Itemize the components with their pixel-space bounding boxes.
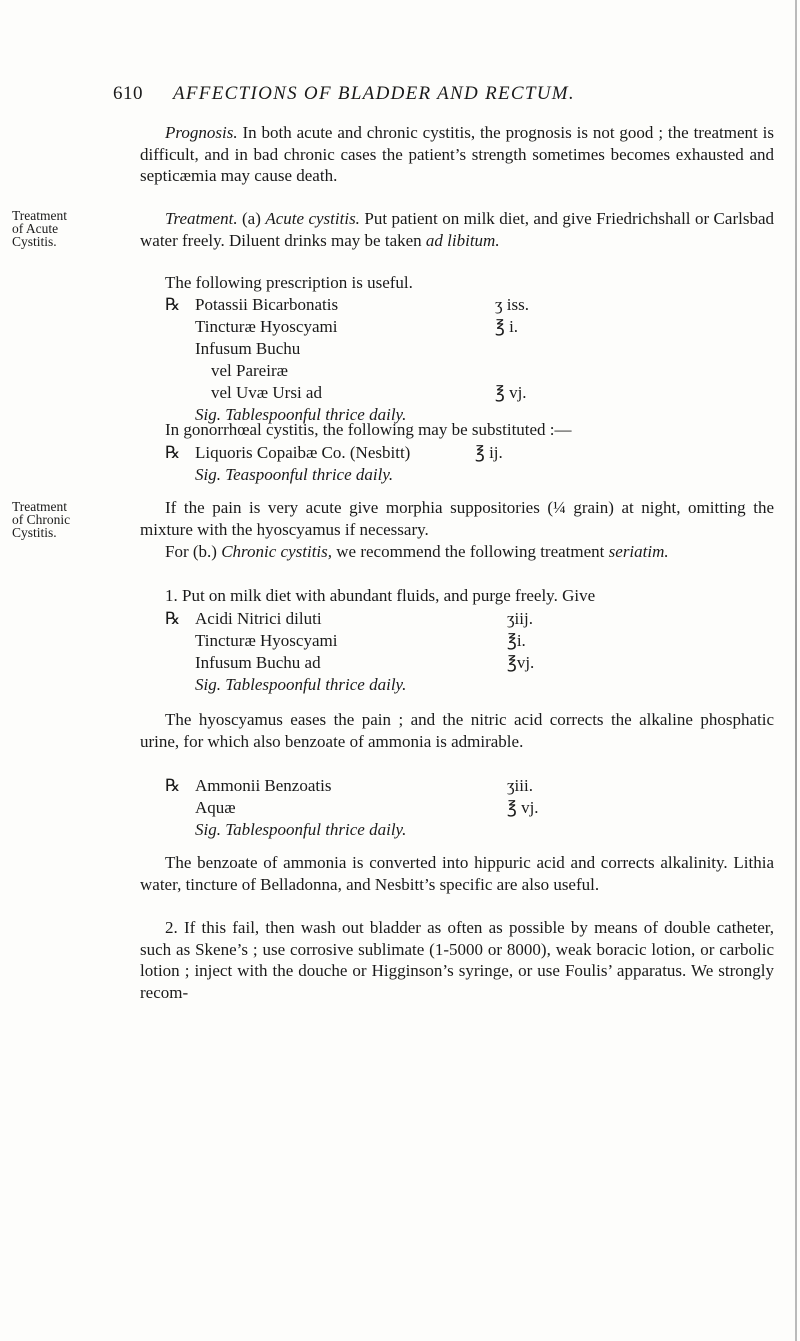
running-head	[113, 83, 713, 105]
chronic-lead: For	[165, 542, 193, 561]
treatment-subtitle: Acute cystitis.	[265, 209, 360, 228]
rx-dose: ℥i.	[507, 631, 526, 650]
following-line: The following prescription is useful.	[165, 273, 413, 292]
gonorrhoeal-line: In gonorrhœal cystitis, the following may be substituted :—	[165, 420, 572, 439]
rx-ingredient: vel Pareiræ	[211, 361, 288, 380]
page-edge	[795, 0, 797, 1341]
rx-dose: ℥vj.	[507, 653, 535, 672]
rx-sig: Sig. Tablespoonful thrice daily.	[195, 675, 407, 694]
prescription-4	[165, 775, 565, 845]
rx-sig: Sig. Teaspoonful thrice daily.	[195, 465, 394, 484]
treatment-paragraph	[140, 208, 774, 251]
treatment-text: Put patient on milk diet, and give Friedrichshall or Carlsbad water freely. Diluent drinks may be taken	[140, 209, 774, 250]
margin-note-line: Cystitis.	[12, 234, 57, 249]
rx-symbol: ℞	[165, 776, 181, 795]
margin-note-line: Treatment	[12, 208, 67, 223]
rx-sig: Sig. Tablespoonful thrice daily.	[195, 820, 407, 839]
benzoate-paragraph: The benzoate of ammonia is converted into hippuric acid and corrects alkalinity. Lithia water, tincture of Belladonna, and Nesbitt’s specific are also useful.	[140, 853, 774, 894]
rx-ingredient: Aquæ	[195, 798, 236, 817]
rx-dose: ʒiii.	[507, 776, 533, 795]
step-2: 2. If this fail, then wash out bladder as often as possible by means of double catheter, such as Skene’s ; use corrosive sublimate (1-5000 or 8000), weak boracic lotion, or carbolic lotion ; inject with the douche or Higginson’s syringe, or use Foulis’ apparatus. We strongly recom-	[140, 918, 774, 1002]
prescription-3	[165, 608, 565, 708]
rx-symbol: ℞	[165, 443, 181, 462]
chronic-sub: (b.)	[192, 542, 217, 561]
treatment-sub: (a)	[242, 209, 261, 228]
rx-symbol: ℞	[165, 295, 181, 314]
rx-ingredient: vel Uvæ Ursi ad	[211, 383, 322, 402]
hyoscyamus-paragraph: The hyoscyamus eases the pain ; and the nitric acid corrects the alkaline phosphatic urine, for which also benzoate of ammonia is admirable.	[140, 710, 774, 751]
prognosis-paragraph	[140, 122, 774, 187]
rx-dose: ℥ i.	[495, 317, 519, 336]
prescription-2	[165, 442, 565, 492]
rx-dose: ℥ vj.	[495, 383, 527, 402]
pain-paragraph: If the pain is very acute give morphia suppositories (¼ grain) at night, omitting the mixture with the hyoscyamus if necessary.	[140, 498, 774, 539]
margin-note-line: Treatment	[12, 499, 67, 514]
margin-note-chronic	[12, 500, 127, 539]
rx-ingredient: Acidi Nitrici diluti	[195, 609, 322, 628]
rx-dose: ʒiij.	[507, 609, 533, 628]
rx-ingredient: Tincturæ Hyoscyami	[195, 631, 338, 650]
rx-ingredient: Infusum Buchu ad	[195, 653, 321, 672]
prognosis-heading: Prognosis.	[165, 123, 238, 142]
rx-dose: ʒ iss.	[495, 295, 529, 314]
rx-dose: ℥ vj.	[507, 798, 539, 817]
rx-symbol: ℞	[165, 609, 181, 628]
margin-note-line: of Acute	[12, 221, 59, 236]
margin-note-line: of Chronic	[12, 512, 71, 527]
rx-dose: ℥ ij.	[475, 443, 503, 462]
chronic-title: Chronic cystitis,	[221, 542, 333, 561]
rx-ingredient: Tincturæ Hyoscyami	[195, 317, 338, 336]
chronic-paragraph	[140, 541, 774, 563]
seriatim: seriatim.	[608, 542, 669, 561]
chronic-text: we recommend the following treatment	[332, 542, 609, 561]
margin-note-acute	[12, 209, 127, 248]
rx-ingredient: Liquoris Copaibæ Co. (Nesbitt)	[195, 443, 411, 462]
page-number: 610	[113, 83, 143, 104]
margin-note-line: Cystitis.	[12, 525, 57, 540]
rx-ingredient: Potassii Bicarbonatis	[195, 295, 339, 314]
ad-libitum: ad libitum.	[425, 230, 500, 250]
step-1: 1. Put on milk diet with abundant fluids, and purge freely. Give	[165, 586, 596, 605]
chapter-title: AFFECTIONS OF BLADDER AND RECTUM.	[173, 83, 575, 104]
rx-ingredient: Ammonii Benzoatis	[195, 776, 332, 795]
prognosis-text: In both acute and chronic cystitis, the prognosis is not good ; the treatment is difficult, and in bad chronic cases the patient’s strength sometimes becomes exhausted and septicæmia may cause death.	[140, 123, 774, 185]
rx-ingredient: Infusum Buchu	[195, 339, 301, 358]
treatment-heading: Treatment.	[165, 209, 238, 228]
rx-sig: Sig. Tablespoonful thrice daily.	[195, 405, 407, 424]
